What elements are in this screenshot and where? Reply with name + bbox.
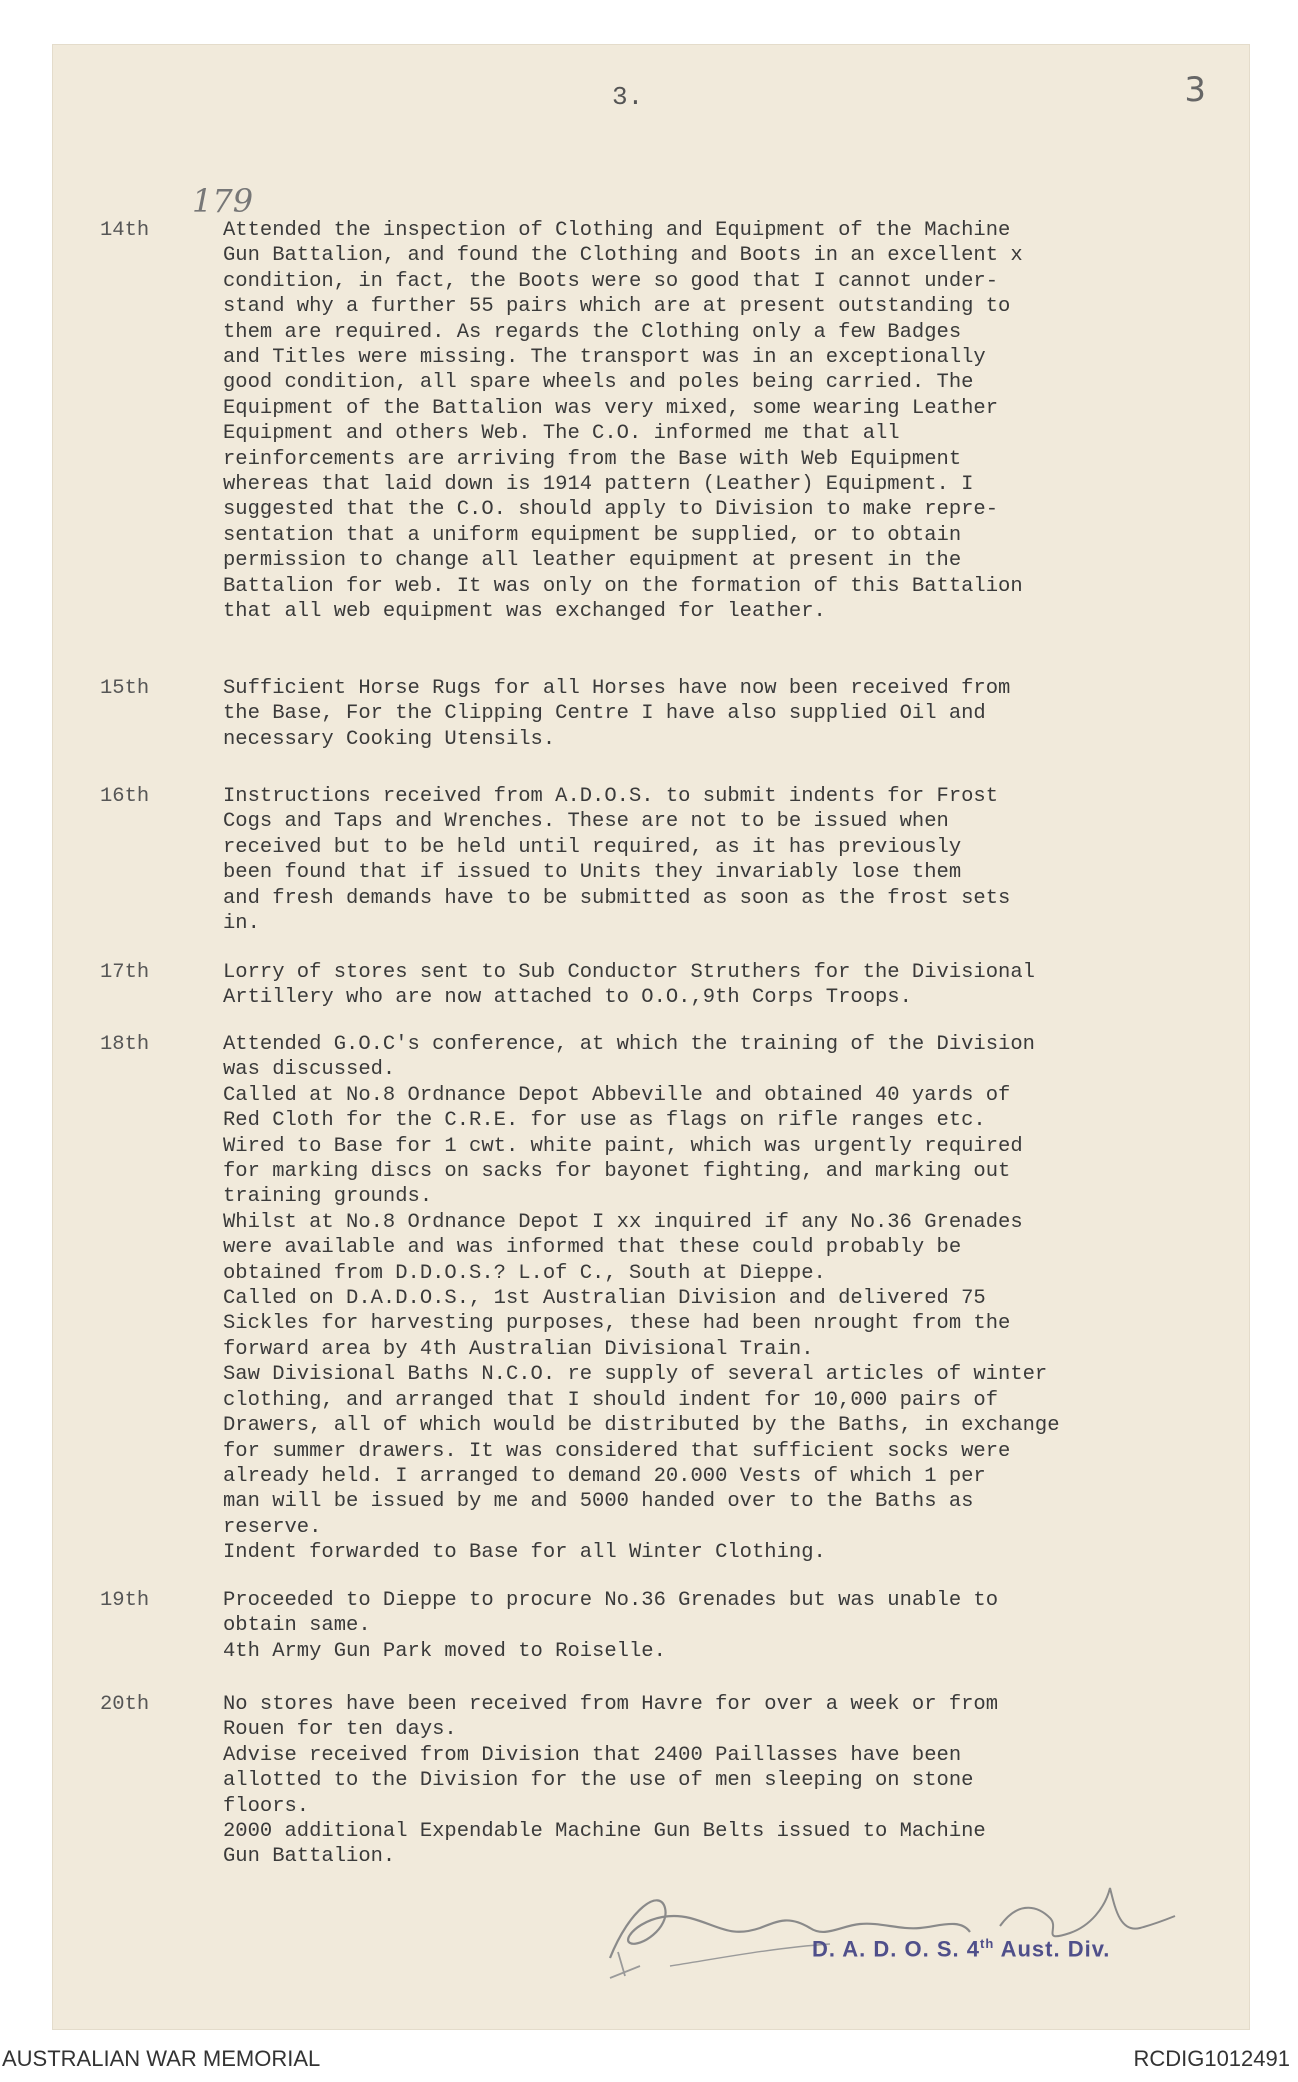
entry-line: floors.	[223, 1794, 310, 1818]
entry-text	[223, 1032, 1263, 1566]
entry-line: reserve.	[223, 1515, 322, 1539]
entry-text	[223, 960, 1263, 1011]
entry-line: Artillery who are now attached to O.O.,9th Corps Troops.	[223, 986, 912, 1010]
entry-line: reinforcements are arriving from the Base with Web Equipment	[223, 447, 962, 471]
entry-line: clothing, and arranged that I should indent for 10,000 pairs of	[223, 1388, 999, 1412]
entry-date: 14th	[100, 219, 150, 242]
entry-line: training grounds.	[223, 1185, 433, 1209]
entry-line: forward area by 4th Australian Divisional Train.	[223, 1337, 814, 1361]
entry-line: Sufficient Horse Rugs for all Horses have now been received from	[223, 677, 1011, 700]
entry-text	[223, 676, 1263, 752]
entry-line: Equipment and others Web. The C.O. informed me that all	[223, 422, 900, 446]
entry-text	[223, 784, 1263, 936]
entry-line: Indent forwarded to Base for all Winter Clothing.	[223, 1541, 826, 1565]
entry-line: Red Cloth for the C.R.E. for use as flags on rifle ranges etc.	[223, 1109, 986, 1133]
entry-line: and Titles were missing. The transport was in an exceptionally	[223, 346, 986, 370]
entry-line: were available and was informed that these could probably be	[223, 1236, 962, 1260]
handwritten-folio-mark: 179	[192, 182, 254, 220]
entry-line: and fresh demands have to be submitted as soon as the frost sets	[223, 886, 1011, 910]
entry-line: Saw Divisional Baths N.C.O. re supply of several articles of winter	[223, 1363, 1048, 1387]
handwritten-signature	[570, 1848, 1190, 1993]
entry-line: sentation that a uniform equipment be supplied, or to obtain	[223, 523, 962, 547]
entry-line: No stores have been received from Havre for over a week or from	[223, 1693, 999, 1716]
footer-institution: AUSTRALIAN WAR MEMORIAL	[2, 2046, 321, 2071]
entry-line: condition, in fact, the Boots were so good that I cannot under-	[223, 269, 999, 293]
signature-icon	[570, 1848, 1190, 1988]
entry-line: Whilst at No.8 Ordnance Depot I xx inquired if any No.36 Grenades	[223, 1210, 1023, 1234]
entry-line: Drawers, all of which would be distributed by the Baths, in exchange	[223, 1414, 1060, 1438]
entry-line: Sickles for harvesting purposes, these had been nrought from the	[223, 1312, 1011, 1336]
entry-line: Gun Battalion, and found the Clothing and Boots in an excellent x	[223, 244, 1023, 268]
entry-line: man will be issued by me and 5000 handed over to the Baths as	[223, 1490, 974, 1514]
entry-line: Proceeded to Dieppe to procure No.36 Grenades but was unable to	[223, 1589, 999, 1612]
entry-line: Attended G.O.C's conference, at which the training of the Division	[223, 1033, 1035, 1056]
entry-line: good condition, all spare wheels and poles being carried. The	[223, 371, 974, 395]
entry-date: 15th	[100, 677, 150, 700]
entry-line: Equipment of the Battalion was very mixed, some wearing Leather	[223, 396, 999, 420]
entry-line: already held. I arranged to demand 20.000 Vests of which 1 per	[223, 1464, 986, 1488]
entry-line: Attended the inspection of Clothing and Equipment of the Machine	[223, 219, 1011, 242]
entry-line: 2000 additional Expendable Machine Gun Belts issued to Machine	[223, 1820, 986, 1844]
entry-line: was discussed.	[223, 1058, 396, 1082]
entry-line: Instructions received from A.D.O.S. to submit indents for Frost	[223, 785, 999, 808]
entry-line: Wired to Base for 1 cwt. white paint, which was urgently required	[223, 1134, 1023, 1158]
entry-line: Battalion for web. It was only on the formation of this Battalion	[223, 574, 1023, 598]
entry-line: 4th Army Gun Park moved to Roiselle.	[223, 1639, 666, 1663]
corner-page-number: 3	[1184, 70, 1206, 110]
page-number: 3.	[612, 82, 644, 112]
entry-line: necessary Cooking Utensils.	[223, 727, 556, 751]
entry-line: stand why a further 55 pairs which are at present outstanding to	[223, 295, 1011, 319]
entry-line: in.	[223, 912, 260, 936]
entry-line: Rouen for ten days.	[223, 1718, 457, 1742]
entry-text	[223, 1588, 1263, 1664]
entry-line: for marking discs on sacks for bayonet fighting, and marking out	[223, 1160, 1011, 1184]
entry-line: been found that if issued to Units they invariably lose them	[223, 861, 962, 885]
entry-date: 17th	[100, 961, 150, 984]
entry-line: them are required. As regards the Clothing only a few Badges	[223, 320, 962, 344]
dados-stamp: D. A. D. O. S. 4th Aust. Div.	[812, 1936, 1111, 1962]
entry-line: Cogs and Taps and Wrenches. These are not to be issued when	[223, 810, 949, 834]
entry-date: 18th	[100, 1033, 150, 1056]
entry-line: Lorry of stores sent to Sub Conductor Struthers for the Divisional	[223, 961, 1035, 984]
entry-line: received but to be held until required, as it has previously	[223, 835, 962, 859]
entry-line: obtain same.	[223, 1614, 371, 1638]
entry-line: obtained from D.D.O.S.? L.of C., South at Dieppe.	[223, 1261, 826, 1285]
entry-line: Called at No.8 Ordnance Depot Abbeville and obtained 40 yards of	[223, 1083, 1011, 1107]
entry-line: Gun Battalion.	[223, 1845, 396, 1869]
entry-line: suggested that the C.O. should apply to Division to make repre-	[223, 498, 999, 522]
entry-line: Advise received from Division that 2400 Paillasses have been	[223, 1743, 962, 1767]
entry-line: that all web equipment was exchanged for leather.	[223, 600, 826, 624]
entry-date: 16th	[100, 785, 150, 808]
entry-line: for summer drawers. It was considered that sufficient socks were	[223, 1439, 1011, 1463]
entry-text	[223, 218, 1263, 625]
entry-date: 19th	[100, 1589, 150, 1612]
entry-line: Called on D.A.D.O.S., 1st Australian Division and delivered 75	[223, 1287, 986, 1311]
entry-line: allotted to the Division for the use of men sleeping on stone	[223, 1769, 974, 1793]
entry-line: the Base, For the Clipping Centre I have also supplied Oil and	[223, 702, 986, 726]
entry-line: permission to change all leather equipment at present in the	[223, 549, 962, 573]
entry-date: 20th	[100, 1693, 150, 1716]
footer-record-id: RCDIG1012491	[1133, 2046, 1290, 2071]
entry-line: whereas that laid down is 1914 pattern (Leather) Equipment. I	[223, 473, 974, 497]
entry-text	[223, 1692, 1263, 1870]
